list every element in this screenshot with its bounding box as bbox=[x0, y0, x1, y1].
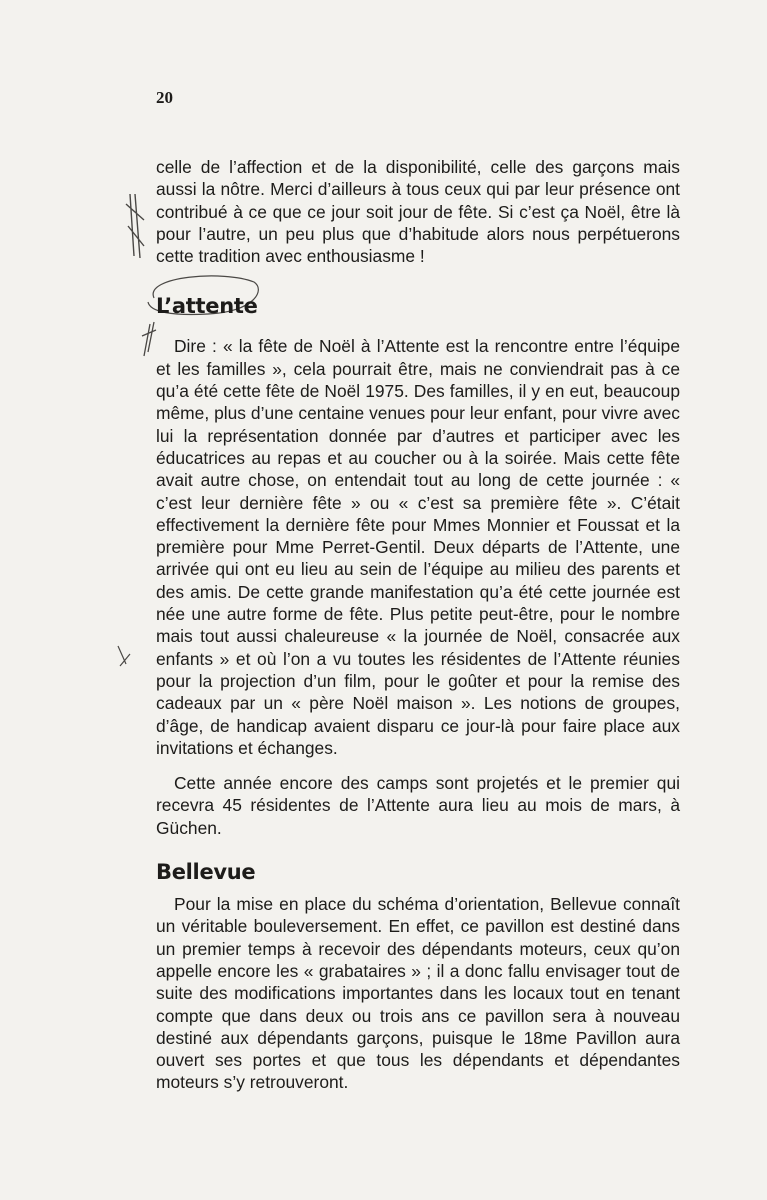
text-column bbox=[156, 156, 680, 1094]
attente-camps-paragraph: Cette année encore des camps sont projetés et le premier qui recevra 45 résidentes de l’Attente aura lieu au mois de mars, à Güchen. bbox=[156, 773, 680, 838]
section-heading-bellevue: Bellevue bbox=[156, 860, 256, 885]
page-number: 20 bbox=[156, 88, 173, 107]
bellevue-paragraph: Pour la mise en place du schéma d’orientation, Bellevue connaît un véritable bouleversement. En effet, ce pavillon est destiné dans un premier temps à recevoir des dépendants moteurs, ceux qu’on appelle encore les « grabataires » ; il a donc fallu envisager tout de suite des modifications importantes dans les locaux tout en tenant compte que dans deux ou trois ans ce pavillon sera à nouveau destiné aux dépendants garçons, puisque le 18me Pavillon aura ouvert ses portes et que tous les dépendants et dépendantes moteurs s’y retrouveront. bbox=[156, 894, 680, 1093]
section-heading-attente: L’attente bbox=[156, 294, 258, 319]
intro-paragraph: celle de l’affection et de la disponibilité, celle des garçons mais aussi la nôtre. Merci d’ailleurs à tous ceux qui par leur présence ont contribué à ce que ce jour soit jour de fête. Si c’est ça Noël, être là pour l’autre, un peu plus que d’habitude alors nous perpétuerons cette tradition avec enthousiasme ! bbox=[156, 157, 680, 267]
attente-paragraph: Dire : « la fête de Noël à l’Attente est la rencontre entre l’équipe et les familles », cela pourrait être, mais ne conviendrait pas à ce qu’a été cette fête de Noël 1975. Des familles, il y en eut, beaucoup même, plus d’une centaine venues pour leur enfant, pour vivre avec lui la représentation donnée par d’autres et participer avec les éducatrices au repas et au coucher ou à la soirée. Mais cette fête avait autre chose, on entendait tout au long de cette journée : « c’est leur dernière fête » ou « c’est sa première fête ». C’était effectivement la dernière fête pour Mmes Monnier et Foussat et la première pour Mme Perret-Gentil. Deux départs de l’Attente, une arrivée qui ont eu lieu au sein de l’équipe au milieu des parents et des amis. De cette grande manifestation qu’a été cette journée est née une autre forme de fête. Plus petite peut-être, pour le nombre mais tout aussi chaleureuse « la journée de Noël, consacrée aux enfants » et où l’on a vu toutes les résidentes de l’Attente réunies pour la projection d’un film, pour le goûter et pour la remise des cadeaux par un « père Noël maison ». Les notions de groupes, d’âge, de handicap avaient disparu ce jour-là pour faire place aux invitations et échanges. bbox=[156, 336, 680, 758]
pencil-margin-mark bbox=[120, 190, 150, 262]
pencil-check-mark bbox=[114, 642, 136, 668]
